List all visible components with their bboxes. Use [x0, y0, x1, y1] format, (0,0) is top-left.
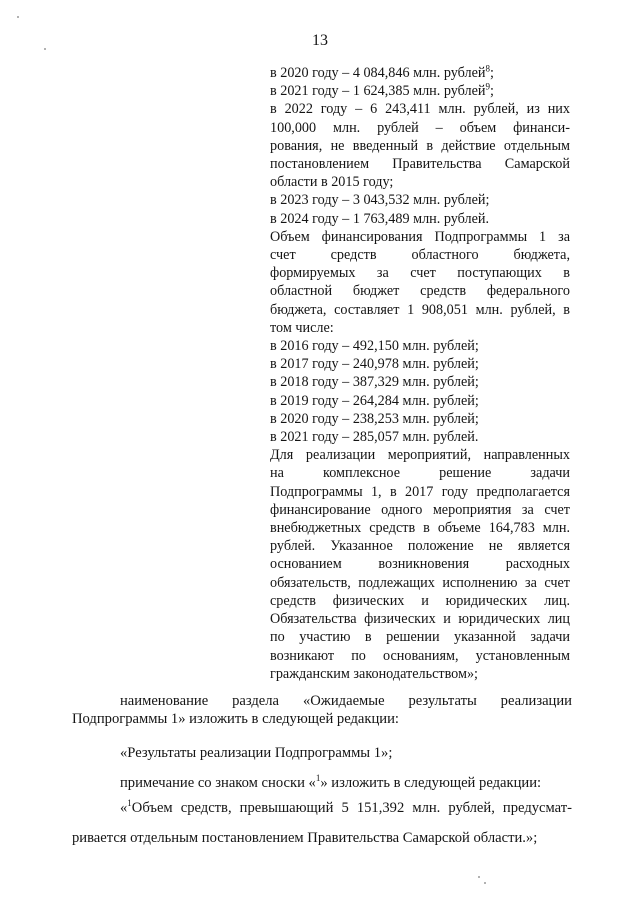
- scan-speck: [17, 16, 19, 18]
- footnote-marker: 1: [315, 773, 321, 784]
- footnote-marker: 8: [485, 63, 491, 74]
- footnote-text-paragraph: [72, 799, 572, 847]
- financing-column: [270, 64, 570, 683]
- column-line: рублей. Указанное положение не является: [270, 538, 570, 555]
- column-line: в 2022 году – 6 243,411 млн. рублей, из них: [270, 101, 570, 118]
- footnote-note-paragraph: [72, 774, 572, 792]
- column-line: в 2021 году – 1 624,385 млн. рублей$^9$;: [270, 81, 494, 100]
- column-line: в 2020 году – 238,253 млн. рублей;: [270, 410, 479, 427]
- column-line: счет средств областного бюджета,: [270, 247, 570, 264]
- column-line: в 2024 году – 1 763,489 млн. рублей.: [270, 210, 490, 227]
- column-line: Обязательства физических и юридических лиц: [270, 611, 570, 628]
- column-line: гражданским законодательством»;: [270, 665, 479, 682]
- column-line: в 2017 году – 240,978 млн. рублей;: [270, 356, 479, 373]
- column-line: в 2018 году – 387,329 млн. рублей;: [270, 374, 479, 391]
- results-title-paragraph: [72, 744, 572, 762]
- column-line: в 2020 году – 4 084,846 млн. рублей$^8$;: [270, 63, 494, 81]
- scan-speck: [44, 48, 46, 50]
- paragraph-line: «$^1$Объем средств, превышающий 5 151,392 млн. рублей, предусмат-: [120, 798, 572, 816]
- column-line: формируемых за счет поступающих в: [270, 265, 570, 282]
- paragraph-line: наименование раздела «Ожидаемые результаты реализации: [120, 693, 572, 709]
- column-line: постановлением Правительства Самарской: [270, 156, 570, 173]
- page-number: 13: [312, 32, 328, 49]
- paragraph-line: «Результаты реализации Подпрограммы 1»;: [120, 745, 393, 761]
- section-name-paragraph: [72, 692, 572, 728]
- scan-speck: [478, 876, 480, 878]
- footnote-marker: 9: [485, 81, 491, 92]
- column-line: том числе:: [270, 319, 334, 336]
- paragraph-line: ривается отдельным постановлением Правительства Самарской области.»;: [72, 830, 538, 846]
- column-line: в 2019 году – 264,284 млн. рублей;: [270, 392, 479, 409]
- paragraph-line: Подпрограммы 1» изложить в следующей редакции:: [72, 711, 399, 727]
- column-line: внебюджетных средств в объеме 164,783 млн.: [270, 520, 570, 537]
- column-line: основанием возникновения расходных: [270, 556, 570, 573]
- column-line: в 2021 году – 285,057 млн. рублей.: [270, 429, 479, 446]
- column-line: области в 2015 году;: [270, 174, 394, 191]
- column-line: средств физических и юридических лиц.: [270, 592, 570, 609]
- column-line: бюджета, составляет 1 908,051 млн. рублей, в: [270, 301, 570, 318]
- column-line: Для реализации мероприятий, направленных: [270, 447, 570, 464]
- column-line: обязательств, подлежащих исполнению за счет: [270, 574, 570, 591]
- column-line: финансирование одного мероприятия за счет: [270, 501, 570, 518]
- column-line: на комплексное решение задачи: [270, 465, 570, 482]
- column-line: в 2016 году – 492,150 млн. рублей;: [270, 338, 479, 355]
- column-line: Подпрограммы 1, в 2017 году предполагается: [270, 483, 570, 500]
- column-line: в 2023 году – 3 043,532 млн. рублей;: [270, 192, 490, 209]
- footnote-marker: 1: [127, 798, 132, 809]
- column-line: областной бюджет средств федерального: [270, 283, 570, 300]
- column-line: по участию в решении указанной задачи: [270, 629, 570, 646]
- column-line: возникают по основаниям, установленным: [270, 647, 570, 664]
- column-line: рования, не введенный в действие отдельным: [270, 137, 570, 154]
- column-line: Объем финансирования Подпрограммы 1 за: [270, 228, 570, 245]
- scan-speck: [484, 882, 486, 884]
- paragraph-line: примечание со знаком сноски «$^1$» изложить в следующей редакции:: [120, 773, 542, 791]
- column-line: 100,000 млн. рублей – объем финанси-: [270, 119, 570, 136]
